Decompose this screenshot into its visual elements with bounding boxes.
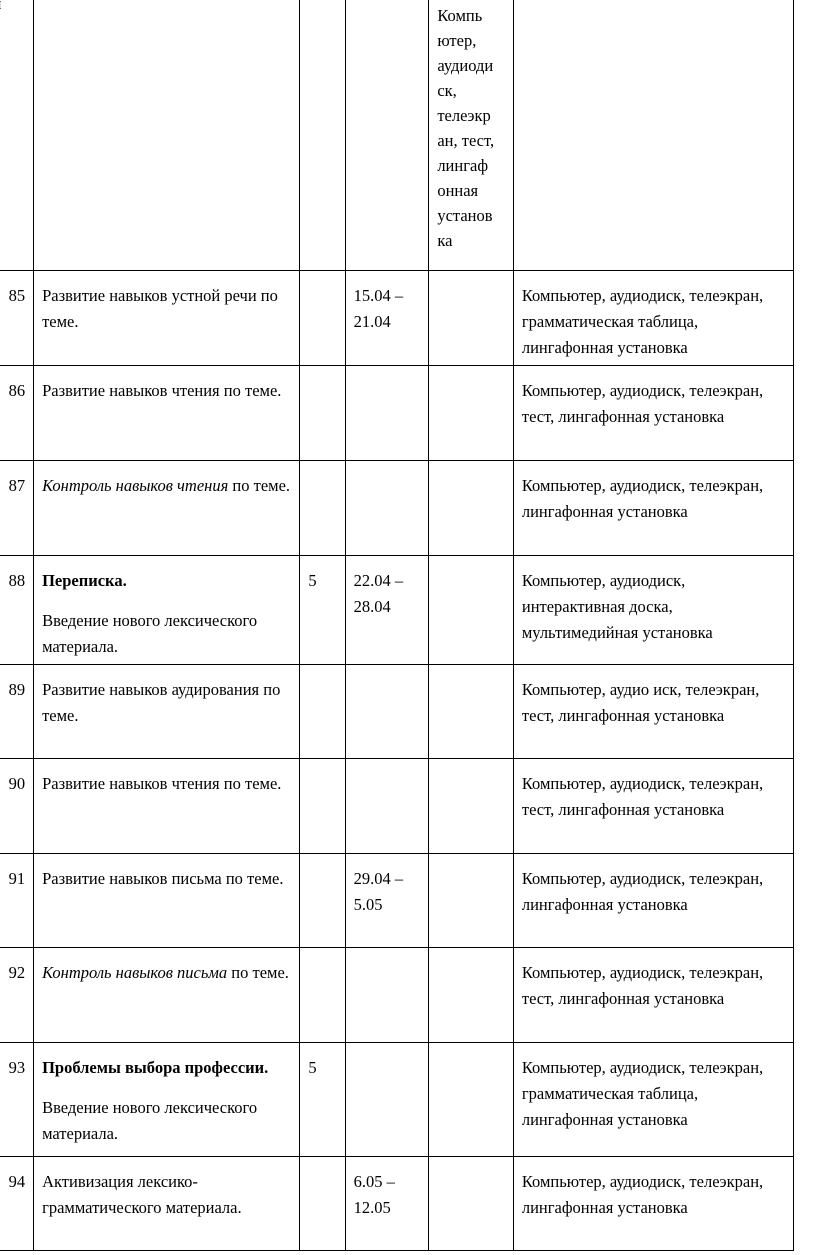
resources-text: Компь ютер, аудиоди ск, телеэкр ан, тест, лингаф онная установ ка bbox=[437, 6, 495, 250]
cell-hours: 5 bbox=[300, 556, 345, 665]
cell-number: 90 bbox=[0, 759, 34, 854]
cell-topic: Развитие навыков устной речи по теме. bbox=[34, 271, 300, 366]
cell-date: 15.04 – 21.04 bbox=[345, 271, 429, 366]
topic-italic: Контроль навыков чтения bbox=[42, 476, 229, 495]
cell-equipment: Компьютер, аудиодиск, телеэкран, лингафонная установка bbox=[513, 854, 793, 948]
cell-resources bbox=[429, 1157, 514, 1251]
cell-number: 86 bbox=[0, 366, 34, 461]
cell-resources bbox=[429, 1043, 514, 1157]
cell-date bbox=[345, 366, 429, 461]
cell-date bbox=[345, 0, 429, 271]
topic-italic: Контроль навыков письма bbox=[42, 963, 228, 982]
cell-resources bbox=[429, 556, 514, 665]
cell-equipment: Компьютер, аудиодиск, телеэкран, грамматическая таблица, лингафонная установка bbox=[513, 271, 793, 366]
cell-hours bbox=[300, 366, 345, 461]
cell-resources bbox=[429, 665, 514, 759]
cell-equipment: Компьютер, аудиодиск, интерактивная доска, мультимедийная установка bbox=[513, 556, 793, 665]
cell-date bbox=[345, 759, 429, 854]
table-row bbox=[0, 854, 794, 948]
cell-equipment: Компьютер, аудиодиск, телеэкран, грамматическая таблица, лингафонная установка bbox=[513, 1043, 793, 1157]
table-row bbox=[0, 461, 794, 556]
cell-topic: Развитие навыков чтения по теме. bbox=[34, 366, 300, 461]
topic-tail: по теме. bbox=[227, 963, 289, 982]
topic-fragment bbox=[0, 0, 1, 43]
cell-resources bbox=[429, 461, 514, 556]
cell-number: 87 bbox=[0, 461, 34, 556]
cell-equipment: Компьютер, аудиодиск, телеэкран, тест, лингафонная установка bbox=[513, 366, 793, 461]
cell-equipment: Компьютер, аудиодиск, телеэкран, тест, лингафонная установка bbox=[513, 948, 793, 1043]
cell-topic bbox=[34, 0, 300, 271]
cell-hours bbox=[300, 948, 345, 1043]
cell-date: 6.05 – 12.05 bbox=[345, 1157, 429, 1251]
cell-number: 92 bbox=[0, 948, 34, 1043]
cell-hours bbox=[300, 759, 345, 854]
cell-date bbox=[345, 665, 429, 759]
cell-equipment: Компьютер, аудиодиск, телеэкран, лингафонная установка bbox=[513, 461, 793, 556]
cell-number bbox=[0, 0, 34, 271]
cell-topic: Развитие навыков аудирования по теме. bbox=[34, 665, 300, 759]
cell-topic: Активизация лексико-грамматического материала. bbox=[34, 1157, 300, 1251]
cell-hours: 5 bbox=[300, 1043, 345, 1157]
topic-heading: Проблемы выбора профессии. bbox=[42, 1058, 269, 1077]
cell-topic bbox=[34, 461, 300, 556]
cell-resources bbox=[429, 271, 514, 366]
cell-equipment: Компьютер, аудио иск, телеэкран, тест, лингафонная установка bbox=[513, 665, 793, 759]
cell-date: 29.04 – 5.05 bbox=[345, 854, 429, 948]
cell-hours bbox=[300, 271, 345, 366]
table-row bbox=[0, 759, 794, 854]
cell-number: 93 bbox=[0, 1043, 34, 1157]
cell-date bbox=[345, 461, 429, 556]
cell-hours bbox=[300, 461, 345, 556]
cell-resources bbox=[429, 366, 514, 461]
table-row bbox=[0, 948, 794, 1043]
cell-equipment bbox=[513, 0, 793, 271]
topic-text: Введение нового лексического материала. bbox=[42, 611, 258, 656]
cell-topic: Развитие навыков чтения по теме. bbox=[34, 759, 300, 854]
cell-resources bbox=[429, 854, 514, 948]
cell-hours bbox=[300, 665, 345, 759]
table-row bbox=[0, 665, 794, 759]
table-row bbox=[0, 271, 794, 366]
cell-hours bbox=[300, 0, 345, 271]
cell-number: 88 bbox=[0, 556, 34, 665]
cell-number: 89 bbox=[0, 665, 34, 759]
table-row-header-continuation bbox=[0, 0, 794, 271]
cell-hours bbox=[300, 854, 345, 948]
cell-equipment: Компьютер, аудиодиск, телеэкран, тест, лингафонная установка bbox=[513, 759, 793, 854]
cell-number: 94 bbox=[0, 1157, 34, 1251]
cell-resources bbox=[429, 948, 514, 1043]
cell-number: 85 bbox=[0, 271, 34, 366]
topic-tail: по теме. bbox=[228, 476, 291, 495]
table-row bbox=[0, 1043, 794, 1157]
cell-topic bbox=[34, 556, 300, 665]
topic-text: Введение нового лексического материала. bbox=[42, 1098, 258, 1143]
cell-resources bbox=[429, 759, 514, 854]
cell-topic bbox=[34, 1043, 300, 1157]
cell-resources bbox=[429, 0, 514, 271]
table-row bbox=[0, 1157, 794, 1251]
topic-heading: Переписка. bbox=[42, 571, 127, 590]
cell-date: 22.04 – 28.04 bbox=[345, 556, 429, 665]
cell-hours bbox=[300, 1157, 345, 1251]
cell-date bbox=[345, 1043, 429, 1157]
cell-number: 91 bbox=[0, 854, 34, 948]
table-row bbox=[0, 556, 794, 665]
cell-topic bbox=[34, 948, 300, 1043]
cell-date bbox=[345, 948, 429, 1043]
cell-topic: Развитие навыков письма по теме. bbox=[34, 854, 300, 948]
table-row bbox=[0, 366, 794, 461]
cell-equipment: Компьютер, аудиодиск, телеэкран, лингафонная установка bbox=[513, 1157, 793, 1251]
